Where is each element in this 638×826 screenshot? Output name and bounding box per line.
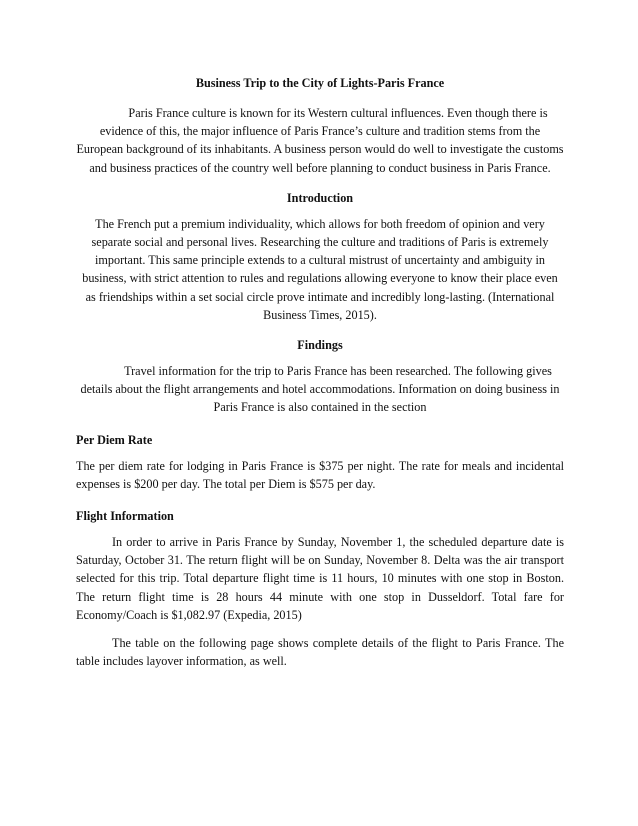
flight-paragraph-1: In order to arrive in Paris France by Sunday, November 1, the scheduled departure date is Saturday, October 31. The return flight will be on Sunday, November 8. Delta was the air transport selected for this trip. Total departure flight time is 11 hours, 10 minutes with one stop in Boston. The return flight time is 28 hours 44 minute with one stop in Dusseldorf. Total fare for Economy/Coach is $1,082.97 (Expedia, 2015) — [76, 535, 564, 622]
introduction-heading: Introduction — [286, 190, 354, 205]
document-body — [76, 74, 564, 670]
flight-paragraph-2: The table on the following page shows complete details of the flight to Paris France. The table includes layover information, as well. — [76, 636, 564, 669]
findings-paragraph: Travel information for the trip to Paris France has been researched. The following gives details about the flight arrangements and hotel accommodations. Information on doing business in Paris France is also contained in the section — [80, 364, 560, 415]
intro-paragraph: Paris France culture is known for its Western cultural influences. Even though there is evidence of this, the major influence of Paris France’s culture and tradition stems from the European background of its inhabitants. A business person would do well to investigate the customs and business practices of the country well before planning to conduct business in Paris France. — [76, 106, 564, 175]
document-title: Business Trip to the City of Lights-Paris France — [195, 76, 445, 90]
findings-heading: Findings — [297, 338, 343, 353]
introduction-paragraph: The French put a premium individuality, which allows for both freedom of opinion and very separate social and personal lives. Researching the culture and traditions of Paris is extremely important. This same principle extends to a cultural mistrust of uncertainty and ambiguity in business, with strict attention to rules and regulations allowing everyone to know their place even as friendships within a set social circle prove intimate and incredibly long-lasting. (International Business Times, 2015). — [82, 216, 558, 322]
per-diem-paragraph: The per diem rate for lodging in Paris France is $375 per night. The rate for meals and incidental expenses is $200 per day. The total per Diem is $575 per day. — [76, 458, 564, 491]
flight-heading: Flight Information — [76, 509, 174, 524]
per-diem-heading: Per Diem Rate — [76, 432, 153, 447]
